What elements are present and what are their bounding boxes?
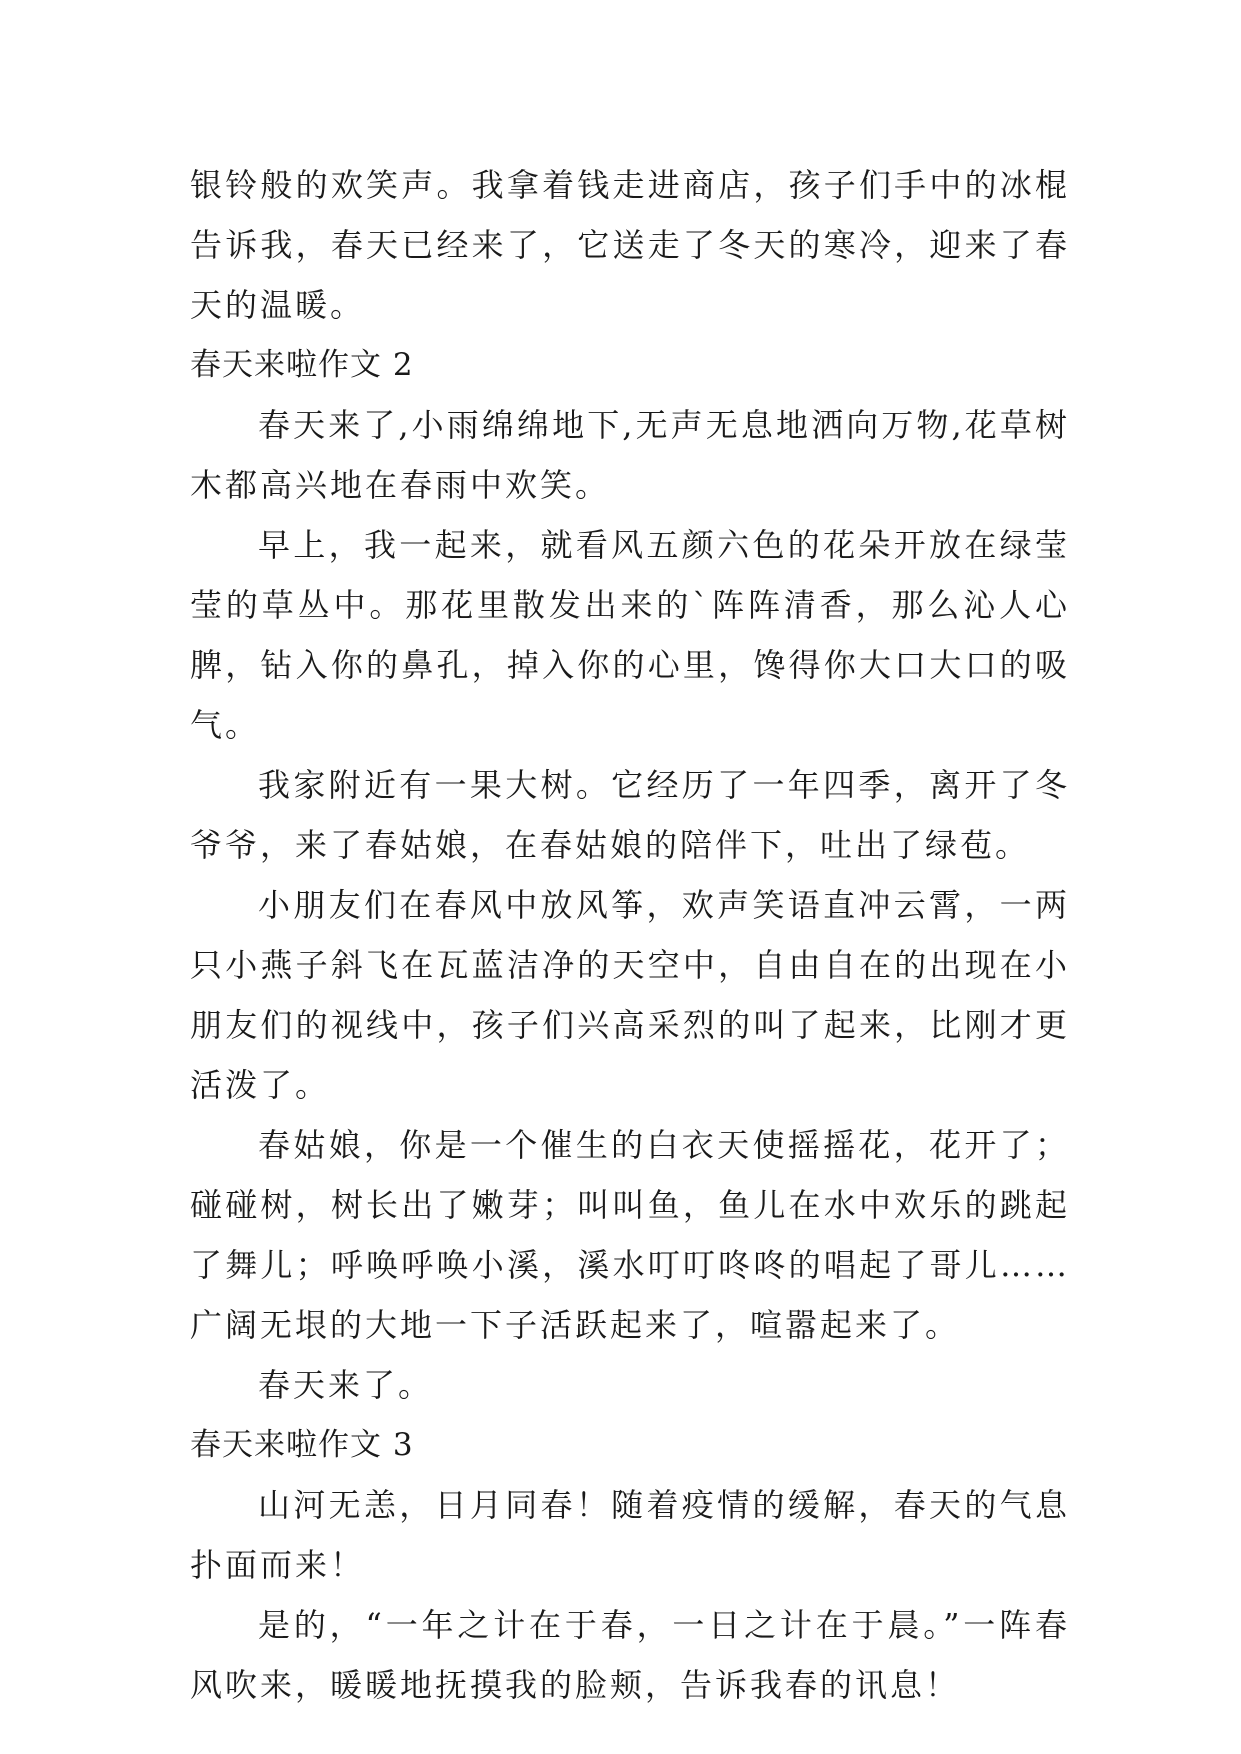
body-paragraph: 春天来了,小雨绵绵地下,无声无息地洒向万物,花草树木都高兴地在春雨中欢笑。: [190, 406, 1070, 504]
body-paragraph: 山河无恙，日月同春！随着疫情的缓解，春天的气息扑面而来！: [190, 1486, 1070, 1584]
essay-heading: 春天来啦作文 2: [190, 347, 414, 383]
essay-heading: 春天来啦作文 3: [190, 1427, 414, 1463]
body-paragraph: 是的，“一年之计在于春，一日之计在于晨。”一阵春风吹来，暖暖地抚摸我的脸颊，告诉我春的讯息！: [190, 1606, 1070, 1704]
body-paragraph: 春姑娘，你是一个催生的白衣天使摇摇花，花开了；碰碰树，树长出了嫩芽；叫叫鱼，鱼儿在水中欢乐的跳起了舞儿；呼唤呼唤小溪，溪水叮叮咚咚的唱起了哥儿……广阔无垠的大地一下子活跃起来了，喧嚣起来了。: [190, 1126, 1070, 1344]
document-body: [190, 155, 1070, 1715]
body-paragraph: 银铃般的欢笑声。我拿着钱走进商店，孩子们手中的冰棍告诉我，春天已经来了，它送走了冬天的寒冷，迎来了春天的温暖。: [190, 166, 1070, 324]
body-paragraph: 我家附近有一果大树。它经历了一年四季，离开了冬爷爷，来了春姑娘，在春姑娘的陪伴下，吐出了绿苞。: [190, 766, 1070, 864]
body-paragraph: 早上，我一起来，就看风五颜六色的花朵开放在绿莹莹的草丛中。那花里散发出来的`阵阵清香，那么沁人心脾，钻入你的鼻孔，掉入你的心里，馋得你大口大口的吸气。: [190, 526, 1070, 744]
body-paragraph: 春天来了。: [258, 1366, 434, 1404]
body-paragraph: 小朋友们在春风中放风筝，欢声笑语直冲云霄，一两只小燕子斜飞在瓦蓝洁净的天空中，自由自在的出现在小朋友们的视线中，孩子们兴高采烈的叫了起来，比刚才更活泼了。: [190, 886, 1070, 1104]
